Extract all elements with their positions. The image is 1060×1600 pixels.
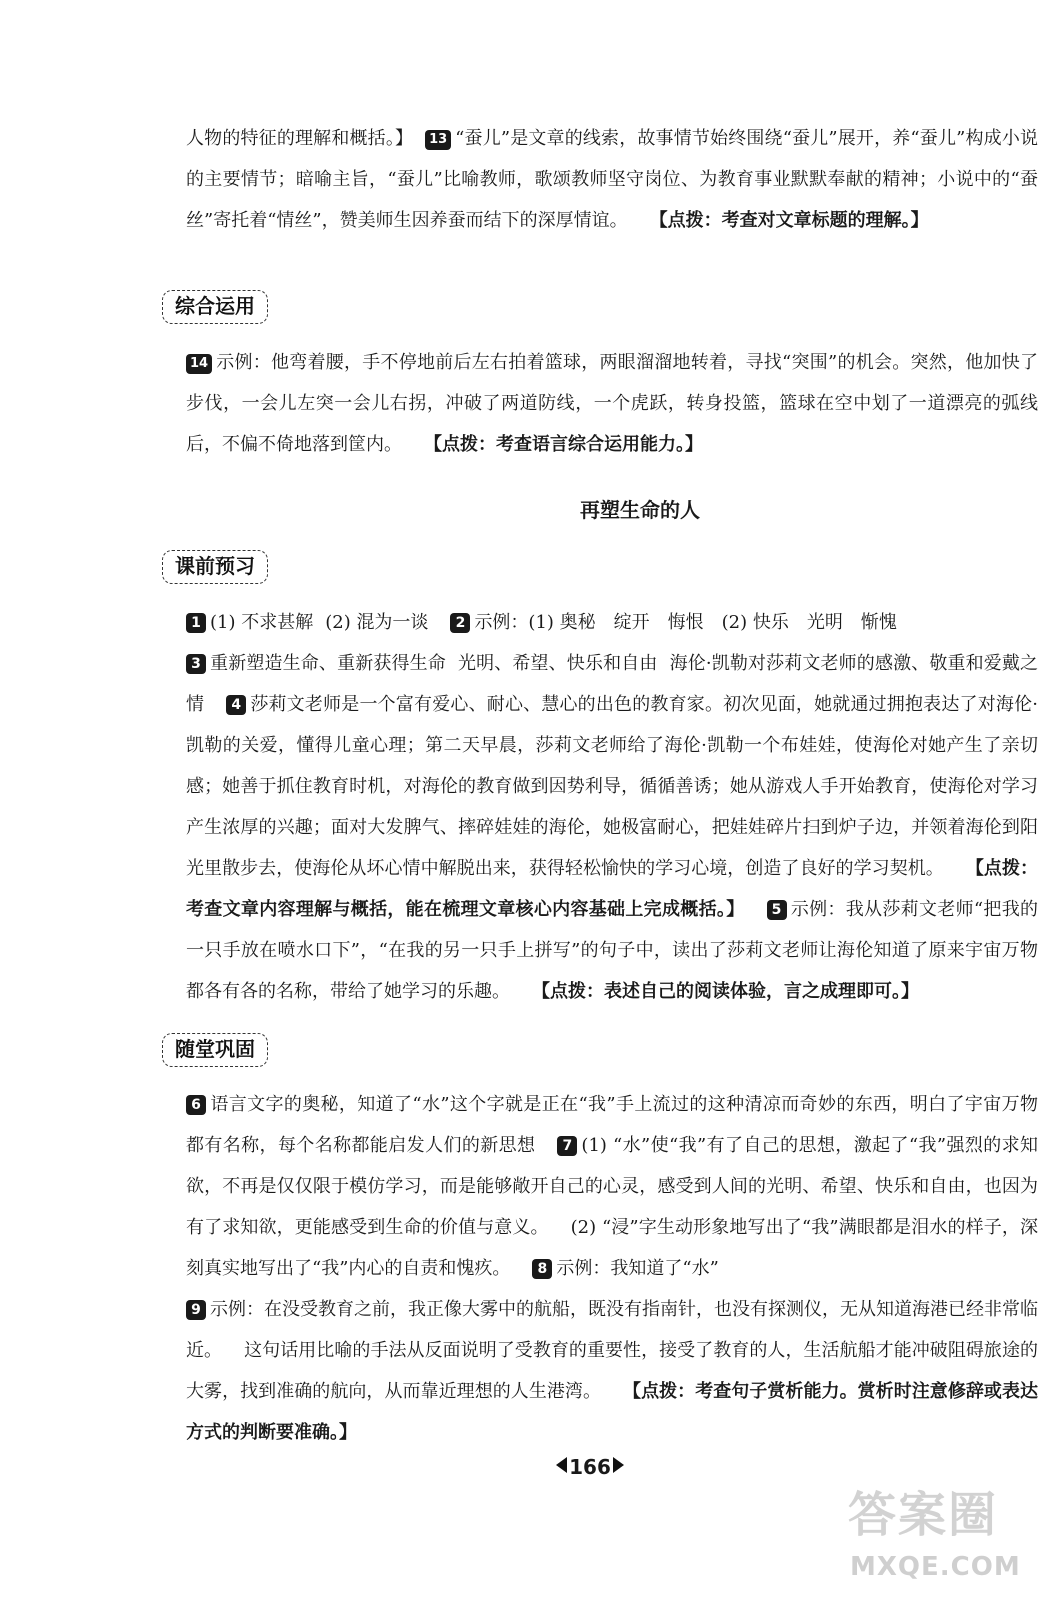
lesson-title: 再塑生命的人 xyxy=(580,498,700,522)
watermark-url: MXQE.COM xyxy=(850,1552,1021,1582)
arrow-right-icon xyxy=(613,1457,624,1473)
question-number-5: 5 xyxy=(767,900,787,920)
section-heading-zonghe: 综合运用 xyxy=(162,290,268,324)
page-number xyxy=(520,1452,660,1482)
answer-1b: (2) 混为一谈 xyxy=(325,612,429,633)
answer-9a: 示例：在没受教育之前，我正像大雾中的航船，既没有指南针，也没有探测仪，无从知道海港已经非常临近。 xyxy=(186,1299,1038,1361)
arrow-left-icon xyxy=(556,1457,567,1473)
answer-2-text: 示例：(1) 奥秘 绽开 悔恨 (2) 快乐 光明 惭愧 xyxy=(474,612,897,633)
answer-5-hint: 【点拨：表述自己的阅读体验，言之成理即可。】 xyxy=(532,981,919,1002)
section-heading-suitang: 随堂巩固 xyxy=(162,1033,268,1067)
watermark xyxy=(848,1482,1048,1592)
answer-7b: (2) “浸”字生动形象地写出了“我”满眼都是泪水的样子，深刻真实地写出了“我”内心的自责和愧疚。 xyxy=(186,1217,1038,1279)
answer-block-zonghe xyxy=(186,342,1038,465)
answer-5-text: 示例：我从莎莉文老师“把我的一只手放在喷水口下”，“在我的另一只手上拼写”的句子中，读出了莎莉文老师让海伦知道了原来宇宙万物都各有各的名称，带给了她学习的乐趣。 xyxy=(186,899,1039,1002)
answer-4-hint: 【点拨：考查文章内容理解与概括，能在梳理文章核心内容基础上完成概括。】 xyxy=(186,858,1039,920)
lead-text: 人物的特征的理解和概括。】 xyxy=(186,128,414,149)
answer-3a: 重新塑造生命、重新获得生命 xyxy=(210,653,446,674)
answer-3b: 光明、希望、快乐和自由 xyxy=(457,653,658,674)
answer-8-text: 示例：我知道了“水” xyxy=(556,1258,719,1279)
answer-6-text: 语言文字的奥秘，知道了“水”这个字就是正在“我”手上流过的这种清凉而奇妙的东西，明白了宇宙万物都有名称，每个名称都能启发人们的新思想 xyxy=(186,1094,1038,1156)
answer-14-text: 示例：他弯着腰，手不停地前后左右拍着篮球，两眼溜溜地转着，寻找“突围”的机会。突然，他加快了步伐，一会儿左突一会儿右拐，冲破了两道防线，一个虎跃，转身投篮，篮球在空中划了一道漂亮的弧线后，不偏不倚地落到筐内。 xyxy=(186,352,1038,455)
answer-block-top xyxy=(186,118,1038,241)
answer-9b: 这句话用比喻的手法从反面说明了受教育的重要性，接受了教育的人，生活航船才能冲破阻碍旅途的大雾，找到准确的航向，从而靠近理想的人生港湾。 xyxy=(186,1340,1039,1402)
question-number-13: 13 xyxy=(425,130,451,150)
answer-4-text: 莎莉文老师是一个富有爱心、耐心、慧心的出色的教育家。初次见面，她就通过拥抱表达了对海伦·凯勒的关爱，懂得儿童心理；第二天早晨，莎莉文老师给了海伦·凯勒一个布娃娃，使海伦对她产生了亲切感；她善于抓住教育时机，对海伦的教育做到因势利导，循循善诱；她从游戏人手开始教育，使海伦对学习产生浓厚的兴趣；面对大发脾气、摔碎娃娃的海伦，她极富耐心，把娃娃碎片扫到炉子边，并领着海伦到阳光里散步去，使海伦从坏心情中解脱出来，获得轻松愉快的学习心境，创造了良好的学习契机。 xyxy=(186,694,1039,879)
question-number-9: 9 xyxy=(186,1300,206,1320)
page-number-text: 166 xyxy=(569,1455,611,1479)
question-number-8: 8 xyxy=(532,1259,552,1279)
answer-block-keqian xyxy=(186,602,1038,1012)
answer-7a: (1) “水”使“我”有了自己的思想，激起了“我”强烈的求知欲，不再是仅仅限于模仿学习，而是能够敞开自己的心灵，感受到人间的光明、希望、快乐和自由，也因为有了求知欲，更能感受到生命的价值与意义。 xyxy=(186,1135,1038,1238)
question-number-4: 4 xyxy=(226,695,246,715)
watermark-logo: 答案圈 xyxy=(848,1487,999,1543)
answer-9-hint: 【点拨：考查句子赏析能力。赏析时注意修辞或表达方式的判断要准确。】 xyxy=(186,1381,1038,1443)
question-number-3: 3 xyxy=(186,654,206,674)
answer-13-hint: 【点拨：考查对文章标题的理解。】 xyxy=(649,210,929,231)
section-heading-keqian: 课前预习 xyxy=(162,550,268,584)
question-number-6: 6 xyxy=(186,1095,206,1115)
answer-1a: (1) 不求甚解 xyxy=(210,612,314,633)
question-number-1: 1 xyxy=(186,613,206,633)
answer-14-hint: 【点拨：考查语言综合运用能力。】 xyxy=(424,434,703,455)
answer-13-text: “蚕儿”是文章的线索，故事情节始终围绕“蚕儿”展开，养“蚕儿”构成小说的主要情节；暗喻主旨，“蚕儿”比喻教师，歌颂教师坚守岗位、为教育事业默默奉献的精神；小说中的“蚕丝”寄托着“情丝”，赞美师生因养蚕而结下的深厚情谊。 xyxy=(186,128,1038,231)
question-number-2: 2 xyxy=(450,613,470,633)
answer-3c: 海伦·凯勒对莎莉文老师的感激、敬重和爱戴之情 xyxy=(186,653,1039,715)
answer-block-suitang xyxy=(186,1084,1038,1453)
question-number-7: 7 xyxy=(557,1136,577,1156)
question-number-14: 14 xyxy=(186,354,212,374)
